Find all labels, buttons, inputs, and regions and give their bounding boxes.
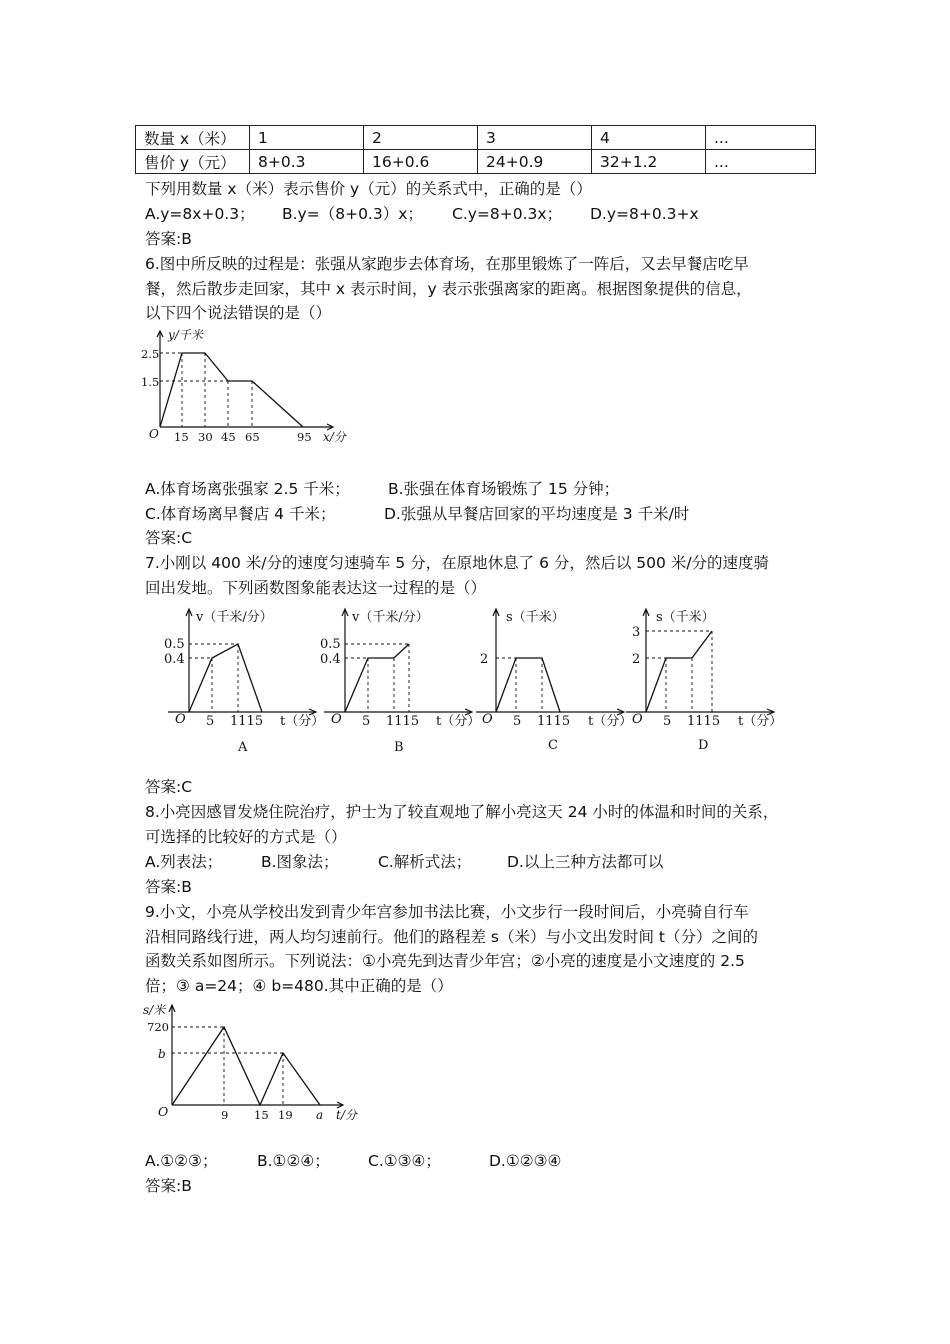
q7b-ylabel: v（千米/分） <box>352 610 429 625</box>
q9-stem-line1: 9.小文，小亮从学校出发到青少年宫参加书法比赛，小文步行一段时间后，小亮骑自行车 <box>145 903 749 921</box>
q9-origin: O <box>158 1104 169 1119</box>
q9-ylabel: s/米 <box>143 1003 166 1017</box>
q7a-ytick: 0.5 <box>164 637 185 652</box>
q6-graph <box>138 325 353 450</box>
q6-xtick: 95 <box>297 430 312 444</box>
q8-stem-line2: 可选择的比较好的方式是（） <box>145 828 347 846</box>
q9-graph <box>138 1000 363 1125</box>
q6-xtick: 45 <box>221 430 236 444</box>
table-cell: 8+0.3 <box>250 150 364 174</box>
table-cell: 16+0.6 <box>364 150 478 174</box>
q9-stem-line4: 倍；③ a=24；④ b=480.其中正确的是（） <box>145 977 453 995</box>
q9-stem-line2: 沿相同路线行进，两人均匀速前行。他们的路程差 s（米）与小文出发时间 t（分）之间的 <box>145 928 759 946</box>
q9-stem-line3: 函数关系如图所示。下列说法：①小亮先到达青少年宫；②小亮的速度是小文速度的 2.5 <box>145 952 745 970</box>
q8-option-b: B.图象法； <box>261 853 339 871</box>
q6-stem-line1: 6.图中所反映的过程是：张强从家跑步去体育场，在那里锻炼了一阵后，又去早餐店吃早 <box>145 255 749 273</box>
q9-line <box>172 1027 320 1105</box>
q9-answer: 答案:B <box>145 1177 192 1195</box>
q7a-origin: O <box>175 712 186 727</box>
q7d-ylabel: s（千米） <box>656 610 715 625</box>
q5-option-c: C.y=8+0.3x； <box>452 205 563 223</box>
q7d-ytick: 3 <box>632 625 641 640</box>
q5-answer: 答案:B <box>145 230 192 248</box>
q6-xlabel: x/分 <box>323 430 346 444</box>
q7a-xtick: 5 <box>206 714 215 729</box>
q7c-origin: O <box>482 712 493 727</box>
table-cell: 24+0.9 <box>478 150 592 174</box>
q7d-line <box>646 631 712 712</box>
q9-xtick: 15 <box>254 1108 269 1122</box>
q6-ylabel: y/千米 <box>168 328 203 342</box>
table-cell: 售价 y（元） <box>136 150 250 174</box>
q7-answer: 答案:C <box>145 778 193 796</box>
q8-stem-line1: 8.小亮因感冒发烧住院治疗，护士为了较直观地了解小亮这天 24 小时的体温和时间的关系， <box>145 803 779 821</box>
q7a-ylabel: v（千米/分） <box>196 610 273 625</box>
q7d-xtick: 5 <box>663 714 672 729</box>
q7c-ytick: 2 <box>480 652 489 667</box>
table-cell: 32+1.2 <box>592 150 706 174</box>
q7a-xtick: 1115 <box>230 714 264 729</box>
q6-xtick: 15 <box>174 430 189 444</box>
q7a-xlabel: t（分） <box>280 714 325 729</box>
q9-xtick: 19 <box>278 1108 293 1122</box>
q7b-xtick: 5 <box>362 714 371 729</box>
q9-xtick: 9 <box>221 1108 229 1122</box>
q6-xtick: 65 <box>245 430 260 444</box>
q6-option-b: B.张强在体育场锻炼了 15 分钟； <box>388 480 620 498</box>
q6-option-d: D.张强从早餐店回家的平均速度是 3 千米/时 <box>384 505 690 523</box>
table-row <box>136 126 816 150</box>
q8-option-d: D.以上三种方法都可以 <box>507 853 664 871</box>
q7c-ylabel: s（千米） <box>506 610 565 625</box>
q9-xtick: a <box>316 1108 324 1122</box>
q9-ytick: b <box>158 1047 166 1061</box>
table-cell: 1 <box>250 126 364 150</box>
q7a-caption: A <box>238 740 248 755</box>
q6-xtick: 30 <box>198 430 213 444</box>
table-cell: ... <box>706 150 816 174</box>
q5-stem: 下列用数量 x（米）表示售价 y（元）的关系式中，正确的是（） <box>145 180 592 198</box>
q5-option-b: B.y=（8+0.3）x； <box>282 205 423 223</box>
q8-option-c: C.解析式法； <box>378 853 472 871</box>
q7b-origin: O <box>331 712 342 727</box>
q7b-caption: B <box>394 740 404 755</box>
q7c-line <box>496 658 560 712</box>
table-cell: 2 <box>364 126 478 150</box>
q7d-xtick: 1115 <box>687 714 721 729</box>
table-cell: 3 <box>478 126 592 150</box>
q5-option-a: A.y=8x+0.3； <box>145 205 255 223</box>
q7d-xlabel: t（分） <box>738 714 783 729</box>
q9-option-b: B.①②④； <box>257 1152 330 1170</box>
q9-ytick: 720 <box>147 1020 169 1034</box>
q7-graph-a <box>158 605 325 755</box>
q7b-xtick: 1115 <box>386 714 420 729</box>
q7-graph-d <box>622 605 782 755</box>
q7a-ytick: 0.4 <box>164 652 185 667</box>
q7-stem-line2: 回出发地。下列函数图象能表达这一过程的是（） <box>145 579 487 597</box>
q7b-line <box>345 644 409 712</box>
q6-ytick: 1.5 <box>141 375 160 389</box>
q9-option-a: A.①②③； <box>145 1152 218 1170</box>
q9-xlabel: t/分 <box>336 1108 357 1122</box>
q6-origin: O <box>149 427 159 441</box>
q7c-caption: C <box>548 738 558 753</box>
q6-answer: 答案:C <box>145 529 193 547</box>
q7b-ytick: 0.4 <box>320 652 341 667</box>
q6-stem-line3: 以下四个说法错误的是（） <box>145 304 332 322</box>
q6-ytick: 2.5 <box>141 347 160 361</box>
q8-option-a: A.列表法； <box>145 853 223 871</box>
q7d-origin: O <box>632 712 643 727</box>
q6-line <box>160 353 303 427</box>
q7d-ytick: 2 <box>632 652 641 667</box>
q6-option-a: A.体育场离张强家 2.5 千米； <box>145 480 350 498</box>
q7b-xlabel: t（分） <box>436 714 481 729</box>
table-row <box>136 150 816 174</box>
table-cell: 4 <box>592 126 706 150</box>
q9-option-d: D.①②③④ <box>489 1152 562 1170</box>
q6-stem-line2: 餐，然后散步走回家，其中 x 表示时间，y 表示张强离家的距离。根据图象提供的信息， <box>145 280 752 298</box>
q7b-ytick: 0.5 <box>320 637 341 652</box>
q8-answer: 答案:B <box>145 878 192 896</box>
table-cell: ... <box>706 126 816 150</box>
q7a-line <box>189 644 262 712</box>
q5-option-d: D.y=8+0.3+x <box>590 205 699 223</box>
q7c-xtick: 1115 <box>537 714 571 729</box>
q7c-xtick: 5 <box>513 714 522 729</box>
q7-stem-line1: 7.小刚以 400 米/分的速度匀速骑车 5 分，在原地休息了 6 分，然后以 500 米/分的速度骑 <box>145 554 770 572</box>
q7-graph-b <box>314 605 481 755</box>
q7-graph-c <box>472 605 632 755</box>
q6-option-c: C.体育场离早餐店 4 千米； <box>145 505 336 523</box>
q9-option-c: C.①③④； <box>368 1152 441 1170</box>
q7c-xlabel: t（分） <box>588 714 633 729</box>
q7d-caption: D <box>698 738 709 753</box>
table-cell: 数量 x（米） <box>136 126 250 150</box>
price-table <box>135 125 816 174</box>
